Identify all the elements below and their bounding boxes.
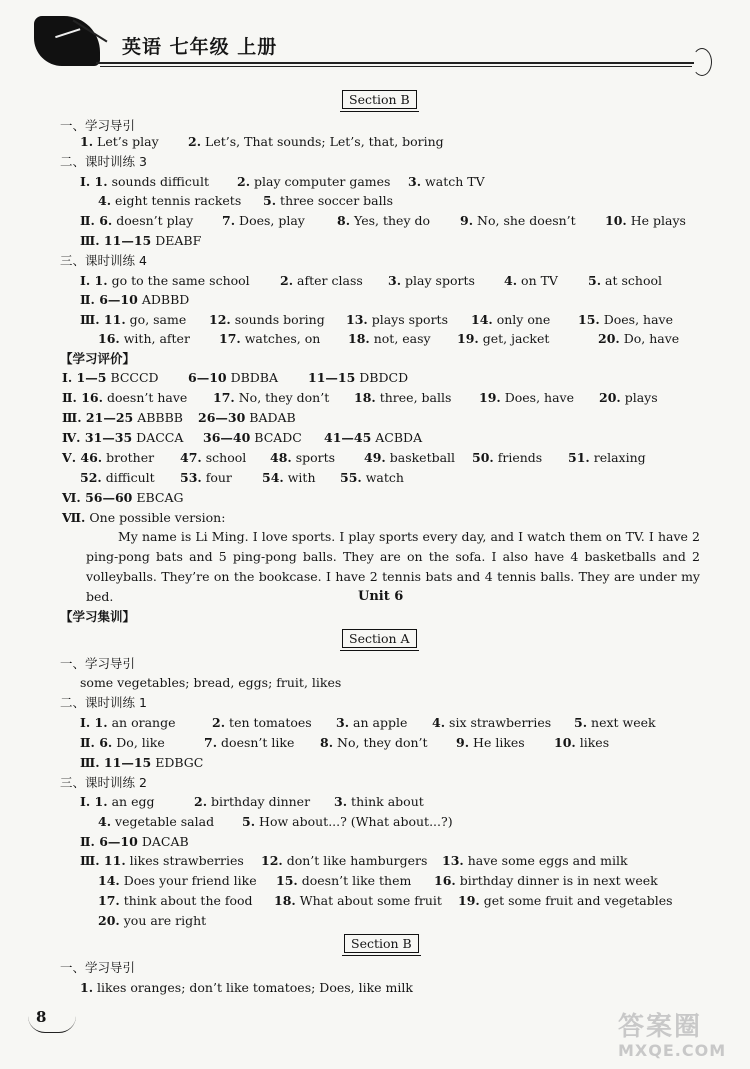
item-num: Ⅱ. 6—10 [80,292,138,307]
answer: sounds difficult [111,174,209,189]
item-num: 53. [180,470,202,485]
item-num: Ⅶ. [62,510,86,525]
answer: BCADC [254,430,302,445]
answer: watches, on [244,331,321,346]
page-number-text: 8 [36,1008,47,1026]
answer: get, jacket [482,331,550,346]
answer: go to the same school [111,273,250,288]
answer-cell [80,174,209,190]
item-num: 26—30 [198,410,246,425]
answer: only one [496,312,551,327]
item-num: Ⅰ. 1—5 [62,370,107,385]
answer: get some fruit and vegetables [483,893,673,908]
answer: four [205,470,232,485]
answer-cell [80,233,201,249]
header-curl-ornament [692,48,712,76]
item-num: 3. [334,794,348,809]
item-num: 18. [348,331,370,346]
answer-cell [98,814,214,830]
answer: sounds boring [234,312,325,327]
answer: likes strawberries [129,853,244,868]
item-num: 2. [194,794,208,809]
answer: sports [295,450,336,465]
answer-cell [270,450,335,466]
answer: ABBBB [137,410,183,425]
answer-cell [479,390,574,406]
item-num: 1. [80,134,94,149]
section-a-label: Section A [342,629,417,648]
answer: He likes [473,735,525,750]
item-num: 9. [456,735,470,750]
group-title: 三、课时训练 4 [60,253,147,268]
item-num: 48. [270,450,292,465]
answer-cell [334,794,424,810]
item-num: Ⅰ. 1. [80,273,108,288]
item-num: 2. [188,134,202,149]
answer: don’t like hamburgers [286,853,428,868]
item-num: 17. [213,390,235,405]
item-num: 41—45 [324,430,372,445]
answer-cell [62,430,183,446]
answer-cell [62,410,183,426]
group-title: 二、课时训练 3 [60,154,147,169]
answer: likes oranges; don’t like tomatoes; Does, like milk [97,980,413,995]
answer: an egg [111,794,155,809]
answer-cell [280,273,363,289]
answer: Yes, they do [354,213,431,228]
answer-cell [203,430,302,446]
answer: basketball [389,450,456,465]
answer-cell [599,390,658,406]
answer: doesn’t play [116,213,194,228]
answer-cell [471,312,550,328]
item-num: Ⅲ. 11—15 [80,755,152,770]
item-num: 16. [98,331,120,346]
answer: school [205,450,247,465]
answer: DACCA [136,430,184,445]
answer-cell [324,430,422,446]
answer-cell [80,273,250,289]
item-num: 5. [588,273,602,288]
answer: brother [106,450,155,465]
item-num: 55. [340,470,362,485]
answer-cell [209,312,325,328]
answer: three, balls [379,390,452,405]
answer-cell [180,450,246,466]
answer: doesn’t like [221,735,295,750]
answer-cell [274,893,442,909]
answer: doesn’t like them [301,873,412,888]
item-num: 20. [598,331,620,346]
answer: DBDBA [230,370,279,385]
answer: plays sports [371,312,448,327]
answer: have some eggs and milk [467,853,628,868]
item-num: 3. [336,715,350,730]
item-num: 4. [432,715,446,730]
answer: Do, like [116,735,165,750]
answer: No, they don’t [238,390,330,405]
item-num: 49. [364,450,386,465]
item-num: Ⅱ. 6. [80,213,113,228]
answer-cell [98,331,190,347]
answer-cell [574,715,656,731]
answer-cell [80,755,203,771]
answer-cell [98,913,206,929]
answer: play sports [405,273,475,288]
answer: Does your friend like [123,873,257,888]
answer: EBCAG [136,490,184,505]
item-num: 14. [471,312,493,327]
item-num: 14. [98,873,120,888]
answer-cell [80,715,175,731]
answer-cell [180,470,232,486]
item-num: 5. [242,814,256,829]
answer: likes [579,735,610,750]
answer-cell [80,292,189,308]
answer: an orange [111,715,176,730]
answer-cell [442,853,628,869]
answer-cell [578,312,673,328]
answer: How about...? (What about...?) [259,814,453,829]
item-num: Ⅲ. 21—25 [62,410,134,425]
answer: vegetable salad [115,814,215,829]
item-num: Ⅰ. 1. [80,715,108,730]
answer: with [287,470,316,485]
answer-row [188,134,444,150]
answer: birthday dinner [211,794,311,809]
answer-cell [504,273,558,289]
item-num: 50. [472,450,494,465]
item-num: Ⅵ. 56—60 [62,490,133,505]
answer: eight tennis rackets [115,193,242,208]
item-num: 10. [605,213,627,228]
answer-cell [204,735,294,751]
answer-cell [188,370,278,386]
answer-cell [432,715,551,731]
header-rule-thin [100,66,692,67]
answer: difficult [105,470,155,485]
watermark-top: 答案圈 [618,1012,703,1042]
answer-cell [408,174,485,190]
answer: next week [591,715,656,730]
item-num: 19. [457,331,479,346]
answer-cell [98,873,257,889]
answer: six strawberries [449,715,552,730]
answer: ten tomatoes [229,715,312,730]
answer-cell [308,370,408,386]
item-num: Ⅲ. 11—15 [80,233,152,248]
item-num: 8. [337,213,351,228]
answer-cell [198,410,296,426]
item-num: 1. [80,980,94,995]
answer: DEABF [155,233,202,248]
group-title: 二、课时训练 1 [60,695,147,710]
answer: friends [497,450,543,465]
item-num: 15. [578,312,600,327]
answer: an apple [353,715,408,730]
answer-cell [98,893,253,909]
watermark-bottom: MXQE.COM [618,1041,727,1060]
item-num: 9. [460,213,474,228]
answer-cell [320,735,428,751]
watermark [618,1006,726,1060]
answer: after class [297,273,363,288]
answer: not, easy [373,331,431,346]
item-num: 17. [219,331,241,346]
item-num: 2. [237,174,251,189]
item-num: 10. [554,735,576,750]
answer-cell [456,735,525,751]
answer: go, same [129,312,187,327]
answer-cell [62,490,183,506]
answer-cell [237,174,390,190]
answer-cell [460,213,576,229]
item-num: 7. [222,213,236,228]
answer-cell [457,331,549,347]
book-title: 英语 七年级 上册 [122,36,278,58]
item-num: Ⅴ. 46. [62,450,103,465]
item-num: 12. [209,312,231,327]
answer: Does, play [239,213,305,228]
answer-cell [458,893,673,909]
item-num: 13. [346,312,368,327]
item-num: 4. [98,193,112,208]
answer: watch [365,470,404,485]
answer: on TV [521,273,558,288]
group-title: 一、学习导引 [60,656,136,671]
answer: ADBBD [141,292,190,307]
answer: BADAB [249,410,296,425]
answer: No, she doesn’t [477,213,576,228]
group-title: 一、学习导引 [60,118,136,133]
answer: DACAB [141,834,189,849]
item-num: Ⅲ. 11. [80,853,126,868]
answer-cell [80,312,186,328]
answer-cell [80,853,244,869]
answer-cell [242,814,453,830]
answer-cell [434,873,658,889]
answer-cell [554,735,609,751]
answer: EDBGC [155,755,204,770]
answer-cell [276,873,411,889]
answer-cell [262,470,316,486]
answer: at school [605,273,663,288]
answer: He plays [630,213,686,228]
book-logo-icon [34,16,100,66]
answer: What about some fruit [299,893,442,908]
item-num: 15. [276,873,298,888]
group-title: 一、学习导引 [60,960,136,975]
answer-cell [336,715,407,731]
item-num: 17. [98,893,120,908]
item-num: 19. [458,893,480,908]
answer: Does, have [504,390,575,405]
item-num: 18. [274,893,296,908]
page-header [0,0,750,80]
answer-cell [62,370,159,386]
item-num: Ⅱ. 6. [80,735,113,750]
item-num: 13. [442,853,464,868]
study-drill-title: 【学习集训】 [60,609,136,624]
item-num: 36—40 [203,430,251,445]
answer-row [80,134,159,150]
answer: you are right [123,913,207,928]
item-num: 3. [408,174,422,189]
answer: doesn’t have [106,390,188,405]
answer-cell [80,794,154,810]
answer-cell [364,450,455,466]
item-num: 4. [504,273,518,288]
item-num: 11—15 [308,370,356,385]
answer-cell [340,470,404,486]
answer-cell [568,450,646,466]
item-num: Ⅰ. 1. [80,174,108,189]
answer: relaxing [593,450,646,465]
answer-cell [98,193,241,209]
item-num: 12. [261,853,283,868]
answer-cell [348,331,431,347]
answer: Do, have [623,331,680,346]
answer-cell [605,213,686,229]
answer: DBDCD [359,370,409,385]
answer-cell [80,470,155,486]
answer-cell [354,390,451,406]
answer-cell [62,450,154,466]
item-num: 5. [574,715,588,730]
item-num: 19. [479,390,501,405]
group-title: 三、课时训练 2 [60,775,147,790]
answer: One possible version: [89,510,226,525]
essay-paragraph: My name is Li Ming. I love sports. I play sports every day, and I watch them on TV. I have 2 ping-pong bats and 5 ping-pong balls. They are on the sofa. I also have 4 basketballs and 2 volleyballs. They’re on the bookcase. I have 2 tennis bats and 4 tennis balls. They are under my bed. [86,529,700,604]
item-num: 52. [80,470,102,485]
item-num: 2. [212,715,226,730]
item-num: 18. [354,390,376,405]
answer: think about the food [123,893,253,908]
answer-cell [263,193,393,209]
item-num: 8. [320,735,334,750]
item-num: Ⅱ. 6—10 [80,834,138,849]
answer-cell [472,450,542,466]
answer-cell [80,735,165,751]
item-num: 2. [280,273,294,288]
answer: No, they don’t [337,735,428,750]
item-num: 3. [388,273,402,288]
answer-cell [194,794,310,810]
page-number [36,1008,76,1030]
answer: with, after [123,331,190,346]
eval-title: 【学习评价】 [60,351,136,366]
answer: Let’s play [97,134,159,149]
item-num: 7. [204,735,218,750]
answer: play computer games [254,174,391,189]
item-num: Ⅱ. 16. [62,390,103,405]
answer-cell [62,390,187,406]
answer: plays [624,390,658,405]
answer: birthday dinner is in next week [459,873,658,888]
answer: Does, have [603,312,674,327]
item-num: Ⅲ. 11. [80,312,126,327]
answer-cell [80,980,413,996]
item-num: 5. [263,193,277,208]
section-b-label: Section B [342,90,417,109]
section-b-label: Section B [344,934,419,953]
answer-row: some vegetables; bread, eggs; fruit, likes [80,675,342,690]
unit-title: Unit 6 [358,589,404,604]
item-num: 4. [98,814,112,829]
answer-cell [80,834,189,850]
answer-cell [80,213,193,229]
answer: Let’s, That sounds; Let’s, that, boring [205,134,444,149]
item-num: 6—10 [188,370,227,385]
item-num: 16. [434,873,456,888]
answer-cell [388,273,475,289]
item-num: 20. [599,390,621,405]
answer: BCCCD [110,370,159,385]
answer-cell [219,331,320,347]
answer-cell [213,390,329,406]
answer-cell [222,213,305,229]
item-num: Ⅳ. 31—35 [62,430,133,445]
answer: think about [351,794,424,809]
answer: ACBDA [375,430,423,445]
answer-cell [588,273,662,289]
item-num: Ⅰ. 1. [80,794,108,809]
answer-cell [346,312,448,328]
answer-cell [261,853,427,869]
header-rule [96,62,694,64]
answer-cell [598,331,679,347]
item-num: 51. [568,450,590,465]
answer: three soccer balls [280,193,394,208]
answer-cell [337,213,430,229]
answer: watch TV [425,174,485,189]
answer-cell [62,510,225,526]
item-num: 20. [98,913,120,928]
item-num: 47. [180,450,202,465]
answer-cell [212,715,312,731]
item-num: 54. [262,470,284,485]
